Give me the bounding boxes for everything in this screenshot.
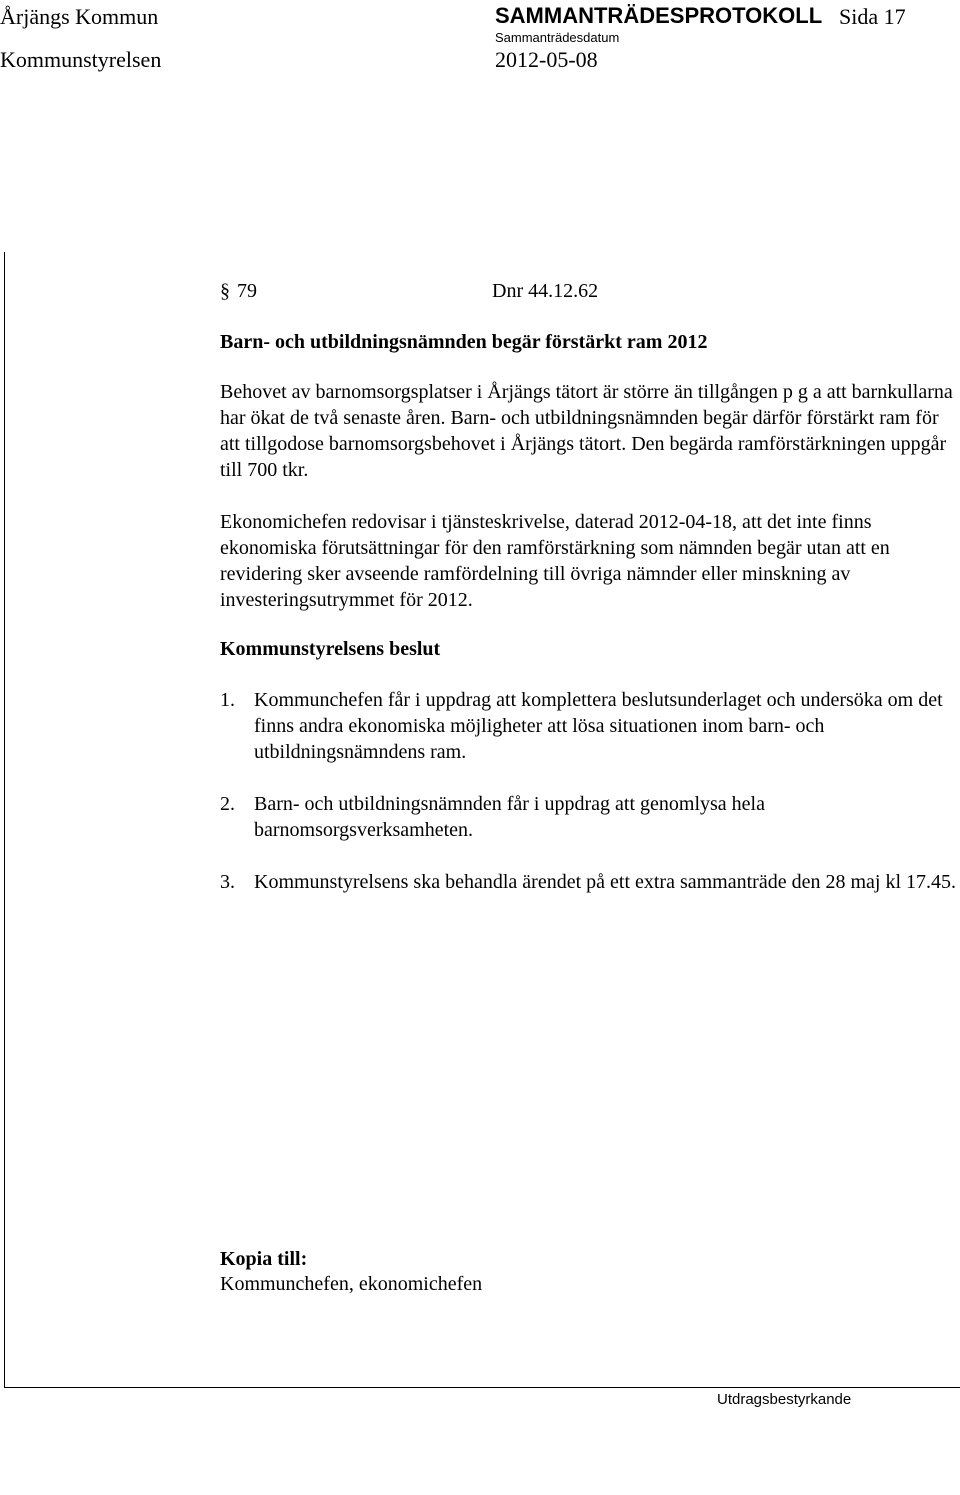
body-paragraph: Ekonomichefen redovisar i tjänsteskrivelse, daterad 2012-04-18, att det inte finns ekonomiska förutsättningar för den ramförstärkning som nämnden begär utan att en revidering sker avseende ramfördelning till övriga nämnder eller minskning av investeringsutrymmet för 2012. xyxy=(220,511,890,611)
decision-text: Barn- och utbildningsnämnden får i uppdrag att genomlysa hela barnomsorgsverksamheten. xyxy=(254,793,765,841)
protocol-item xyxy=(220,278,960,921)
item-title: Barn- och utbildningsnämnden begär förstärkt ram 2012 xyxy=(220,331,708,353)
meeting-date-label: Sammanträdesdatum xyxy=(495,30,620,45)
meeting-date: 2012-05-08 xyxy=(495,47,598,72)
document-title: SAMMANTRÄDESPROTOKOLL xyxy=(495,3,823,28)
decision-number: 1. xyxy=(220,689,235,711)
decision-number: 3. xyxy=(220,871,235,893)
body-paragraph: Behovet av barnomsorgsplatser i Årjängs tätort är större än tillgången p g a att barnkullarna har ökat de två senaste åren. Barn- och utbildningsnämnden begär därför förstärkt ram för att tillgodose barnomsorgsbehovet i Årjängs tätort. Den begärda ramförstärkningen uppgår till 700 tkr. xyxy=(220,381,953,481)
board-name: Kommunstyrelsen xyxy=(0,47,162,72)
section-symbol: § xyxy=(220,280,230,302)
decision-text: Kommunstyrelsens ska behandla ärendet på ett extra sammanträde den 28 maj kl 17.45. xyxy=(254,871,957,893)
organization-name: Årjängs Kommun xyxy=(0,4,159,29)
decision-item xyxy=(220,791,960,843)
copy-recipients: Kommunchefen, ekonomichefen xyxy=(220,1273,483,1295)
item-reference-row xyxy=(220,278,960,304)
decision-text: Kommunchefen får i uppdrag att komplettera beslutsunderlaget och undersöka om det finns andra ekonomiska möjligheter att lösa situationen inom barn- och utbildningsnämndens ram. xyxy=(254,689,943,763)
footer-rule xyxy=(4,1387,960,1388)
decision-number: 2. xyxy=(220,793,235,815)
decision-list xyxy=(220,687,960,895)
footer-certification: Utdragsbestyrkande xyxy=(717,1391,852,1408)
margin-line xyxy=(4,252,5,1388)
decision-item xyxy=(220,869,960,895)
diary-number: Dnr 44.12.62 xyxy=(492,280,599,302)
paragraph-number: 79 xyxy=(237,280,257,302)
copy-to-label: Kopia till: xyxy=(220,1248,308,1270)
decision-item xyxy=(220,687,960,765)
decision-heading: Kommunstyrelsens beslut xyxy=(220,638,441,660)
page-number: Sida 17 xyxy=(839,4,906,29)
